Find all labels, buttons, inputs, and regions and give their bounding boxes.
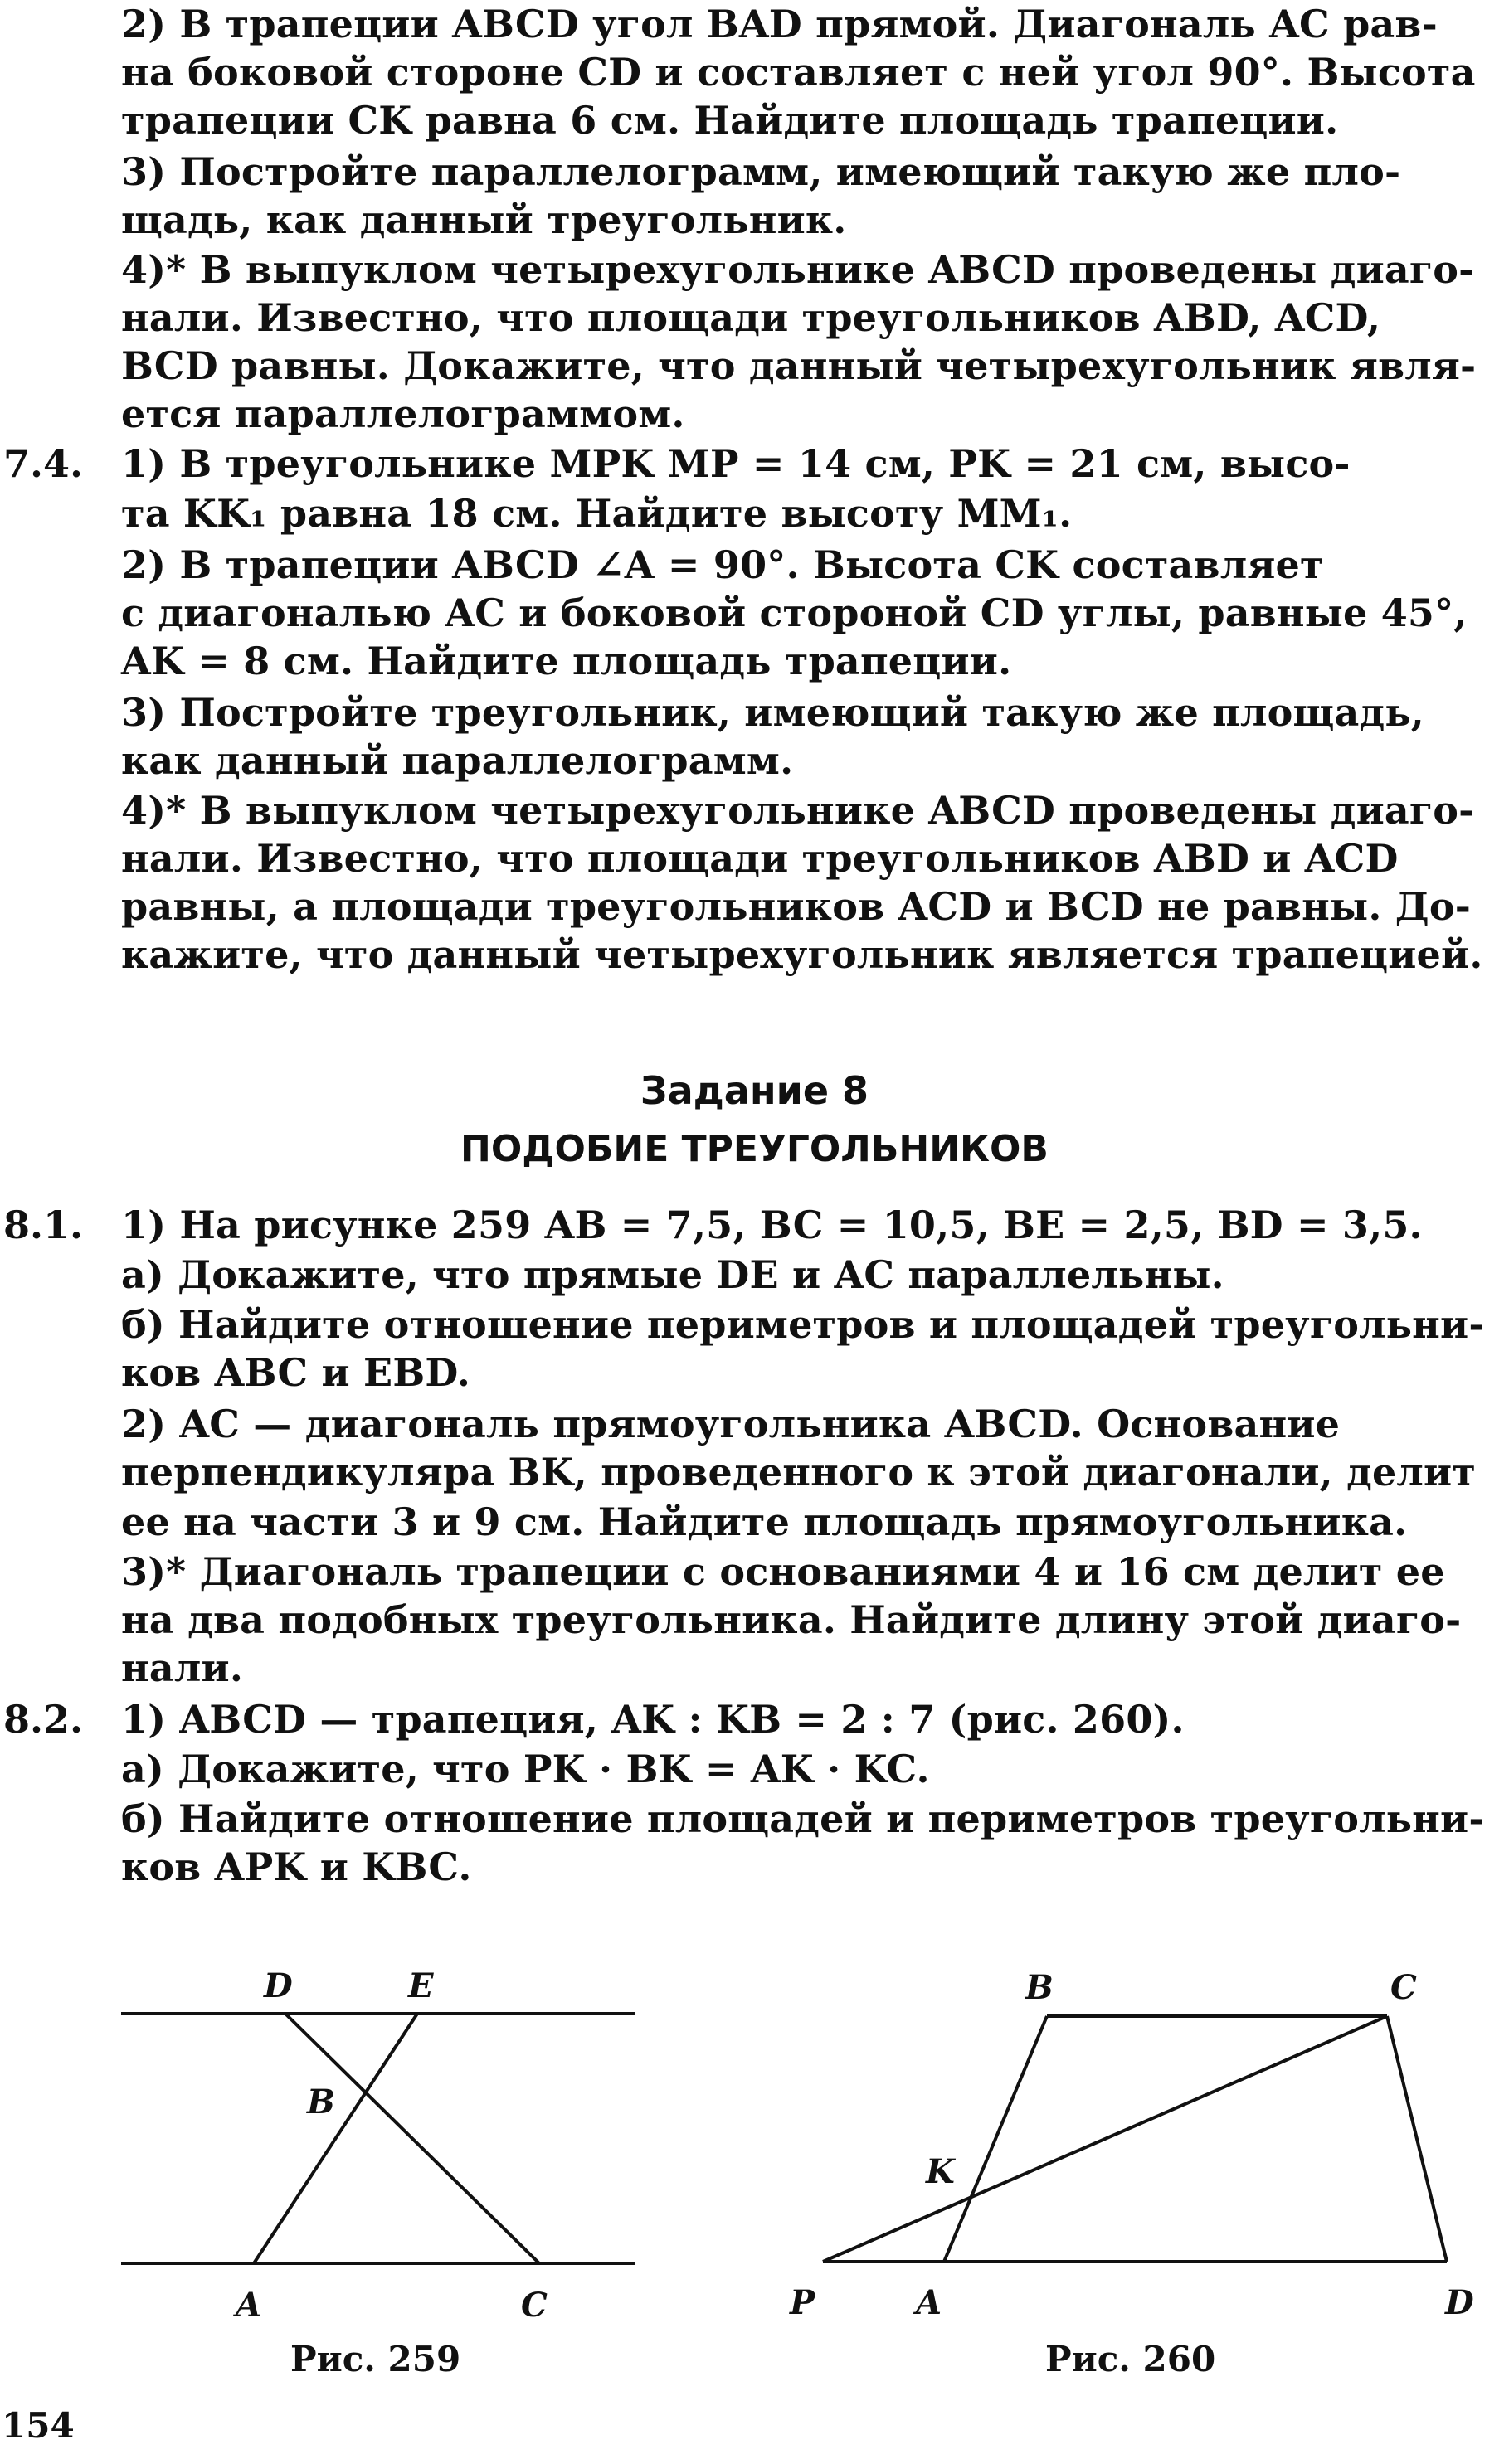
text-line: 2) В трапеции ABCD угол BAD прямой. Диагональ AC рав-	[121, 2, 1438, 46]
text-line: на боковой стороне CD и составляет с ней угол 90°. Высота	[121, 50, 1476, 95]
text-line: нали. Известно, что площади треугольников ABD, ACD,	[121, 295, 1381, 340]
fig260-label-k: K	[926, 2152, 955, 2191]
text-line: с диагональю AC и боковой стороной CD углы, равные 45°,	[121, 590, 1468, 635]
text-line: нали. Известно, что площади треугольников ABD и ACD	[121, 836, 1399, 881]
fig259-caption: Рис. 259	[290, 2339, 461, 2379]
text-line: 1) ABCD — трапеция, AK : KB = 2 : 7 (рис. 260).	[121, 1697, 1185, 1742]
fig259-label-e: E	[408, 1966, 434, 2005]
text-line: равны, а площади треугольников ACD и BCD не равны. До-	[121, 884, 1472, 929]
text-line: 1) В треугольнике MPK MP = 14 см, PK = 21 см, высо-	[121, 441, 1351, 486]
text-line: кажите, что данный четырехугольник является трапецией.	[121, 932, 1483, 977]
text-line: б) Найдите отношение периметров и площадей треугольни-	[121, 1302, 1485, 1347]
figure-259	[121, 2014, 635, 2263]
text-line: как данный параллелограмм.	[121, 738, 794, 783]
text-line: 1) На рисунке 259 AB = 7,5, BC = 10,5, BE = 2,5, BD = 3,5.	[121, 1203, 1423, 1247]
text-line: а) Докажите, что прямые DE и AC параллельны.	[121, 1252, 1224, 1297]
page-number: 154	[2, 2405, 75, 2446]
fig259-label-c: C	[521, 2286, 548, 2325]
fig260-label-c: C	[1390, 1968, 1417, 2007]
problem-number: 7.4.	[3, 441, 84, 486]
figure-260	[823, 2016, 1447, 2262]
fig260-label-a: A	[916, 2283, 942, 2322]
fig259-segment-ea	[254, 2014, 417, 2263]
text-line: перпендикуляра BK, проведенного к этой диагонали, делит	[121, 1450, 1477, 1494]
text-line: 2) AC — диагональ прямоугольника ABCD. Основание	[121, 1402, 1341, 1446]
problem-number: 8.1.	[3, 1203, 84, 1247]
text-line: 3)* Диагональ трапеции с основаниями 4 и 16 см делит ее	[121, 1549, 1445, 1594]
text-line: BCD равны. Докажите, что данный четырехугольник явля-	[121, 343, 1477, 388]
text-line: нали.	[121, 1645, 244, 1690]
text-line: 4)* В выпуклом четырехугольнике ABCD проведены диаго-	[121, 788, 1475, 833]
fig260-side-ab	[944, 2016, 1047, 2262]
fig260-label-d: D	[1445, 2283, 1474, 2322]
text-line: ее на части 3 и 9 см. Найдите площадь прямоугольника.	[121, 1499, 1408, 1544]
text-line: а) Докажите, что PK · BK = AK · KC.	[121, 1747, 930, 1791]
text-line: ков ABC и EBD.	[121, 1350, 471, 1395]
text-line: ется параллелограммом.	[121, 391, 685, 436]
text-line: трапеции CK равна 6 см. Найдите площадь трапеции.	[121, 98, 1339, 143]
text-line: AK = 8 см. Найдите площадь трапеции.	[121, 639, 1012, 683]
section-title: Задание 8	[640, 1068, 869, 1113]
text-line: 4)* В выпуклом четырехугольнике ABCD проведены диаго-	[121, 247, 1475, 292]
fig259-label-d: D	[264, 1966, 293, 2005]
text-line: на два подобных треугольника. Найдите длину этой диаго-	[121, 1597, 1462, 1642]
text-line: 3) Постройте треугольник, имеющий такую же площадь,	[121, 690, 1424, 735]
section-subtitle: ПОДОБИЕ ТРЕУГОЛЬНИКОВ	[460, 1128, 1049, 1170]
text-line: 2) В трапеции ABCD ∠A = 90°. Высота CK составляет	[121, 542, 1324, 587]
fig260-label-p: P	[790, 2283, 815, 2322]
text-line: та KK₁ равна 18 см. Найдите высоту MM₁.	[121, 491, 1073, 536]
fig259-label-b: B	[307, 2082, 335, 2121]
text-line: ков APK и KBC.	[121, 1844, 472, 1889]
text-line: 3) Постройте параллелограмм, имеющий такую же пло-	[121, 149, 1401, 194]
fig260-segment-pc	[823, 2016, 1387, 2262]
fig259-segment-dc	[285, 2014, 539, 2263]
problem-number: 8.2.	[3, 1697, 84, 1742]
text-line: щадь, как данный треугольник.	[121, 197, 847, 242]
text-line: б) Найдите отношение площадей и периметров треугольни-	[121, 1796, 1485, 1841]
fig260-side-cd	[1387, 2016, 1447, 2262]
fig260-caption: Рис. 260	[1045, 2339, 1216, 2379]
fig259-label-a: A	[236, 2286, 262, 2325]
fig260-label-b: B	[1025, 1968, 1054, 2007]
